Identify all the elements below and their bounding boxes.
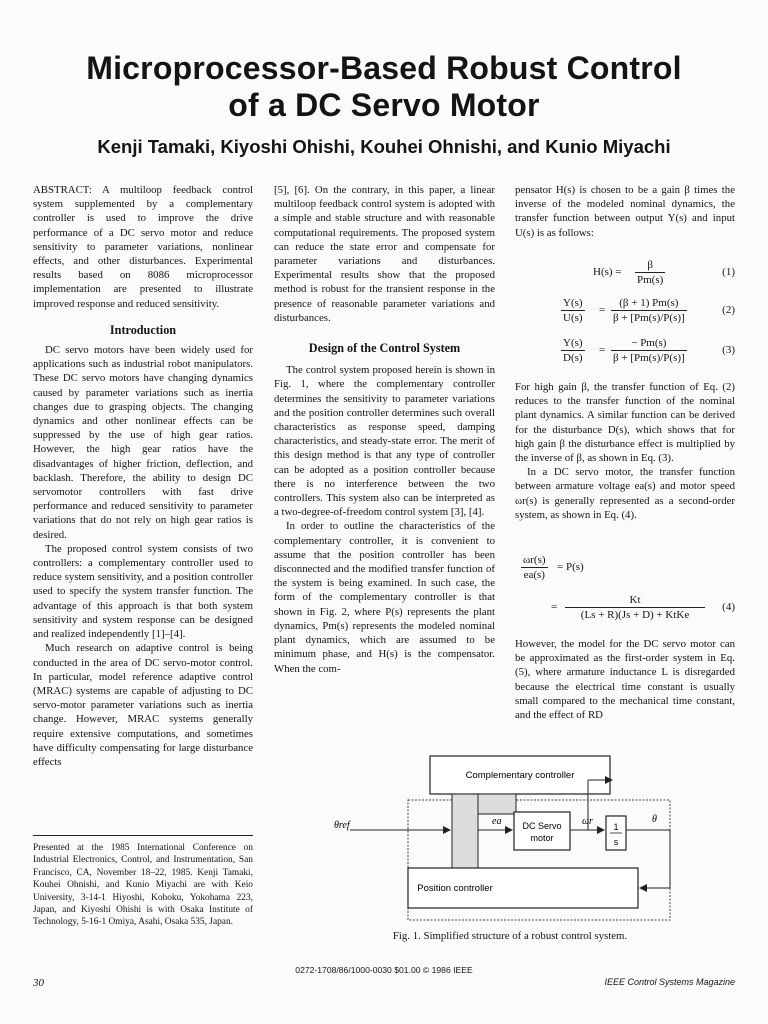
omega-r-label: ωr bbox=[582, 816, 593, 827]
eq1-number: (1) bbox=[722, 266, 735, 278]
eq2-lhs bbox=[561, 296, 585, 325]
eq2-numerator: (β + 1) Pm(s) bbox=[611, 296, 687, 311]
abstract: ABSTRACT: A multiloop feedback control system supplemented by a complementary controller is used to improve the drive performance of a DC servo motor and reduce sensitivity to parameter variations, nonlinear effects, and other disturbances. Experimental results based on 8086 microprocessor implementation are presented to illustrate improved response and reduced sensitivity. bbox=[33, 184, 253, 310]
eq3-number: (3) bbox=[722, 344, 735, 356]
introduction-heading: Introduction bbox=[109, 322, 177, 337]
block-diagram-svg bbox=[330, 750, 690, 925]
eq4-numerator: Kt bbox=[565, 593, 705, 608]
author-list: Kenji Tamaki, Kiyoshi Ohishi, Kouhei Ohnishi, and Kunio Miyachi bbox=[97, 136, 671, 157]
eq4-lhs bbox=[521, 553, 548, 582]
eq3-lhs bbox=[561, 336, 585, 365]
eq2-lhs-numerator: Y(s) bbox=[563, 297, 583, 309]
first-order-paragraph: However, the model for the DC servo motor can be approximated as the first-order system in Eq. (5), where armature inductance L is disregarded because the electrical time constant is usually small compared to the mechanical time constant, and the effect of RD bbox=[515, 638, 735, 722]
journal-name: IEEE Control Systems Magazine bbox=[604, 977, 735, 987]
eq4-rhs-1: = P(s) bbox=[557, 561, 584, 573]
dc-servo-motor-box bbox=[514, 812, 570, 850]
column-2 bbox=[274, 183, 495, 676]
intro-paragraph-3: Much research on adaptive control is being conducted in the area of DC servo-motor control. In particular, model reference adaptive control (MRAC) systems are capable of adjusting to DC servo-motor parameter variations such as inertia change. However, MRAC systems generally require extensive computations, and sometimes have difficulty compensating for large disturbance effects bbox=[33, 642, 253, 768]
eq4-number: (4) bbox=[722, 601, 735, 613]
dc-servo-motor-label-2: motor bbox=[530, 833, 554, 843]
eq4-lhs-denominator: ea(s) bbox=[523, 569, 545, 581]
design-paragraph-1: The control system proposed herein is shown in Fig. 1, where the complementary controller determines the sensitivity to parameter variations and the position controller determines such overall characteristics as response speed, damping characteristics, and steady-state error. The merit of this design method is that any type of controller can be adopted as a position controller because there is no interference between the two controllers. This system also can be interpreted as a two-degree-of-freedom control system [3], [4]. bbox=[274, 364, 495, 519]
eq3-equals: = bbox=[599, 344, 606, 356]
theta-ref-label: θref bbox=[334, 820, 350, 831]
column-1 bbox=[33, 183, 253, 769]
eq3-rhs bbox=[611, 336, 687, 365]
footnote-rule bbox=[33, 835, 253, 836]
dc-motor-paragraph: In a DC servo motor, the transfer function between armature voltage ea(s) and motor speed ωr(s) is generally represented as a second-order system, as shown in Eq. (4). bbox=[515, 466, 735, 521]
integrator-denominator: s bbox=[613, 837, 619, 847]
eq3-numerator: − Pm(s) bbox=[611, 336, 687, 351]
eq4-equals: = bbox=[551, 601, 558, 613]
compensator-paragraph: pensator H(s) is chosen to be a gain β times the inverse of the modeled nominal dynamics, the transfer function between output Y(s) and input U(s) is as follows: bbox=[515, 184, 735, 239]
dc-servo-motor-label-1: DC Servo bbox=[522, 821, 562, 831]
design-heading: Design of the Control System bbox=[308, 341, 461, 356]
equation-1 bbox=[515, 258, 735, 290]
complementary-path-top bbox=[478, 794, 516, 814]
position-controller-label: Position controller bbox=[417, 883, 493, 894]
complementary-controller-label: Complementary controller bbox=[465, 770, 575, 781]
design-paragraph-2: In order to outline the characteristics of the complementary controller, it is convenient to assume that the position controller has been disconnected and the modified transfer function of the system is being examined. In such case, the form of the complementary controller is that shown in Fig. 2, where P(s) represents the plant dynamics, Pm(s) represents the modeled nominal plant dynamics, which are assumed to be minimum phase, and H(s) is the compensator. When the com- bbox=[274, 520, 495, 675]
eq1-denominator: Pm(s) bbox=[637, 274, 664, 286]
column-3-bottom bbox=[515, 637, 735, 722]
eq2-equals: = bbox=[599, 304, 606, 316]
body-paragraph-continued: [5], [6]. On the contrary, in this paper, a linear multiloop feedback control system is adopted with a simple and stable structure and with reasonable computational requirements. The proposed system can reduce the state error and compensate for parameter variations and disturbances. Experimental results show that the proposed method is robust for the transient response in the presence of reasonable parameter variations and disturbances. bbox=[274, 184, 495, 324]
equation-2 bbox=[515, 296, 735, 330]
title-line-2: of a DC Servo Motor bbox=[228, 87, 540, 123]
eq1-fraction bbox=[635, 258, 665, 287]
figure-1-caption: Fig. 1. Simplified structure of a robust control system. bbox=[392, 930, 628, 942]
eq2-lhs-denominator: U(s) bbox=[563, 312, 583, 324]
integrator-numerator: 1 bbox=[613, 822, 619, 832]
eq3-lhs-denominator: D(s) bbox=[563, 352, 583, 364]
column-3-top bbox=[515, 183, 735, 240]
eq2-rhs bbox=[611, 296, 687, 325]
eq4-denominator: (Ls + R)(Js + D) + KtKe bbox=[580, 609, 690, 621]
eq2-number: (2) bbox=[722, 304, 735, 316]
eq4-fraction bbox=[565, 593, 705, 622]
page-number: 30 bbox=[33, 977, 44, 989]
intro-paragraph-2: The proposed control system consists of two controllers: a complementary controller used to reduce system sensitivity, and a position controller used to specify the system transfer function. The advantage of this approach is that both system sensitivity and system response can be designed and realized independently [1]–[4]. bbox=[33, 542, 253, 641]
eq1-numerator: β bbox=[635, 258, 665, 273]
theta-output-label: θ bbox=[652, 814, 657, 825]
title-line-1: Microprocessor-Based Robust Control bbox=[86, 50, 682, 86]
eq3-denominator: β + [Pm(s)/P(s)] bbox=[613, 352, 685, 364]
column-3-middle bbox=[515, 380, 735, 522]
figure-1-block-diagram bbox=[330, 750, 690, 925]
eq4-lhs-numerator: ωr(s) bbox=[523, 554, 546, 566]
eq1-lhs: H(s) = bbox=[593, 266, 622, 278]
high-gain-paragraph: For high gain β, the transfer function of Eq. (2) reduces to the transfer function of the nominal plant dynamics. A similar function can be derived for the disturbance D(s), which shows that for high gain β the disturbance effect is multiplied by the inverse of β, as shown in Eq. (3). bbox=[515, 381, 735, 465]
eq2-denominator: β + [Pm(s)/P(s)] bbox=[613, 312, 685, 324]
copyright-line: 0272-1708/86/1000-0030 $01.00 © 1986 IEEE bbox=[295, 965, 473, 975]
paper-title bbox=[40, 50, 728, 124]
footnote: Presented at the 1985 International Conference on Industrial Electronics, Control, and Instrumentation, San Francisco, CA, November 18–22, 1985. Kenji Tamaki, Kouhei Ohnishi, and Kunio Miyachi are with Keio University, 3-14-1 Hiyoshi, Kohoku, Yokohama 223, Japan, and Kiyoshi Ohishi is with Osaka Institute of Technology, 5-16-1 Omiya, Asahi, Osaka 535, Japan. bbox=[33, 843, 253, 928]
equation-3 bbox=[515, 336, 735, 370]
eq3-lhs-numerator: Y(s) bbox=[563, 337, 583, 349]
ea-label: ea bbox=[492, 816, 502, 827]
intro-paragraph-1: DC servo motors have been widely used for applications such as industrial robot manipulators. These DC servo motors have changing dynamics caused by parameter variations such as inertia changes due to grasping objects. The changing dynamics and other nonlinear effects can be suppressed by the use of high gear ratios. However, the high gear ratios have the disadvantages of higher friction, deflection, and backlash. Therefore, the ability to design DC servomotor controllers with fast drive performance and reduced sensitivity to parameter variations that do not rely on high gear ratios is desired. bbox=[33, 344, 253, 541]
equation-4 bbox=[515, 553, 735, 623]
